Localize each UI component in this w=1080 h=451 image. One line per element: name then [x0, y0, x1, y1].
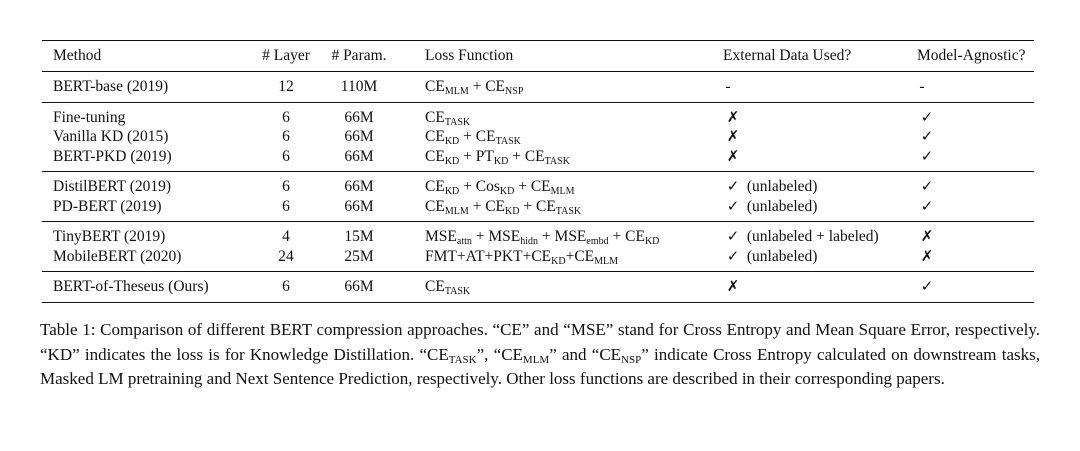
table-row — [42, 172, 1034, 197]
method-year: (2019) — [126, 78, 169, 95]
loss-term: CE — [574, 247, 595, 265]
caption-subscript: NSP — [621, 353, 642, 366]
check-icon: ✓ — [726, 227, 740, 245]
loss-term: CE — [425, 108, 445, 126]
header-param: # Param. — [323, 41, 395, 72]
cell-external-data — [719, 197, 913, 222]
caption-text: Table 1: Comparison of different BERT compression approaches. “CE” and “MSE” stand for Cross Entropy and Mean Square Error, respectively. “KD” indicates the loss is for Knowledge Distillation. “CE — [40, 320, 1040, 364]
dash-mark: - — [919, 78, 925, 95]
cell-external-data — [719, 222, 913, 247]
loss-subscript: NSP — [505, 86, 524, 97]
cell-method — [42, 72, 249, 103]
comparison-table — [42, 40, 1034, 303]
method-name: Vanilla KD — [53, 128, 124, 145]
loss-subscript: TASK — [555, 205, 582, 217]
header-row — [42, 41, 1034, 72]
cross-icon: ✗ — [726, 277, 740, 295]
cell-param: 66M — [344, 128, 374, 145]
header-model-agnostic: Model-Agnostic? — [913, 41, 1034, 72]
loss-subscript: KD — [505, 205, 520, 217]
cell-method — [42, 102, 249, 127]
loss-subscript: KD — [444, 136, 460, 147]
loss-term: + — [459, 147, 476, 165]
cell-loss-function — [395, 222, 719, 247]
loss-subscript: MLM — [594, 255, 619, 267]
check-icon: ✓ — [920, 127, 934, 145]
cross-icon: ✗ — [920, 227, 934, 245]
row-group — [42, 222, 1034, 272]
table-header — [42, 41, 1034, 72]
check-icon: ✓ — [726, 196, 740, 215]
loss-term: CE — [524, 147, 545, 165]
cross-icon: ✗ — [726, 146, 740, 165]
loss-subscript: embd — [586, 236, 609, 247]
cell-external-data — [719, 127, 913, 147]
method-name: TinyBERT — [53, 228, 121, 245]
cell-model-agnostic — [913, 127, 1034, 147]
cell-layer: 12 — [278, 78, 294, 95]
cell-param: 66M — [323, 272, 395, 303]
cell-param: 25M — [344, 247, 374, 265]
table-row — [42, 222, 1034, 247]
cell-external-data — [719, 102, 913, 127]
loss-subscript: KD — [493, 155, 509, 167]
check-icon: ✓ — [920, 196, 934, 215]
loss-subscript: MLM — [444, 86, 469, 97]
loss-term: MSE — [425, 228, 457, 245]
method-year: (2020) — [140, 247, 182, 265]
cell-layer: 6 — [282, 147, 290, 165]
method-year: (2015) — [127, 128, 169, 145]
external-data-note: (unlabeled) — [746, 178, 818, 195]
cell-method — [42, 222, 249, 247]
table-row — [42, 247, 1034, 272]
cell-loss-function — [395, 147, 719, 172]
check-icon: ✓ — [726, 246, 740, 265]
loss-term: CE — [485, 197, 506, 215]
cell-model-agnostic — [913, 272, 1034, 303]
cell-layer: 24 — [278, 247, 294, 265]
cell-loss-function — [395, 197, 719, 222]
cell-external-data — [719, 147, 913, 172]
cell-model-agnostic — [913, 102, 1034, 127]
loss-term: MSE — [554, 228, 587, 245]
check-icon: ✓ — [726, 177, 740, 195]
cell-model-agnostic — [913, 172, 1034, 197]
loss-term: + — [459, 178, 476, 195]
cell-param: 15M — [323, 222, 395, 247]
loss-subscript: MLM — [550, 186, 575, 197]
cell-layer: 6 — [249, 172, 323, 197]
loss-term: CE — [530, 178, 551, 195]
cross-icon: ✗ — [726, 107, 740, 126]
loss-subscript: KD — [551, 255, 566, 267]
cell-model-agnostic — [913, 72, 1034, 103]
loss-subscript: KD — [499, 186, 515, 197]
cell-method — [42, 172, 249, 197]
cell-method — [42, 127, 249, 147]
cell-layer: 6 — [282, 128, 290, 145]
header-external-data: External Data Used? — [719, 41, 913, 72]
method-year: (2019) — [124, 228, 166, 245]
header-layer: # Layer — [249, 41, 323, 72]
row-group — [42, 272, 1034, 303]
loss-term: CE — [425, 278, 445, 295]
cell-method — [42, 147, 249, 172]
cell-model-agnostic — [913, 222, 1034, 247]
row-group — [42, 102, 1034, 172]
loss-term: CE — [425, 128, 445, 145]
method-year: (2019) — [129, 178, 172, 195]
cell-layer: 6 — [249, 272, 323, 303]
method-name: Fine-tuning — [53, 108, 126, 126]
table-row — [42, 102, 1034, 127]
table-row — [42, 127, 1034, 147]
table-row — [42, 272, 1034, 303]
table-row — [42, 197, 1034, 222]
method-name: PD-BERT — [53, 197, 117, 215]
cell-loss-function — [395, 72, 719, 103]
method-name: BERT-base — [53, 78, 123, 95]
cell-param: 66M — [323, 102, 395, 127]
table-row — [42, 147, 1034, 172]
cell-method — [42, 247, 249, 272]
cell-method — [42, 272, 249, 303]
loss-term: CE — [425, 178, 445, 195]
caption-subscript: MLM — [522, 353, 550, 366]
loss-term: + — [459, 128, 476, 145]
loss-term: + — [538, 228, 555, 245]
header-method: Method — [42, 41, 249, 72]
cell-external-data — [719, 247, 913, 272]
loss-subscript: TASK — [544, 155, 570, 167]
cell-param: 110M — [340, 78, 378, 95]
cross-icon: ✗ — [726, 127, 740, 145]
loss-subscript: TASK — [495, 136, 521, 147]
loss-subscript: hidn — [520, 236, 539, 247]
loss-term: CE — [475, 128, 496, 145]
loss-term: CE — [625, 228, 645, 245]
loss-subscript: KD — [444, 186, 460, 197]
loss-subscript: MLM — [444, 205, 469, 217]
loss-term: CE — [535, 197, 556, 215]
cell-loss-function — [395, 102, 719, 127]
check-icon: ✓ — [920, 177, 934, 195]
loss-term: CE — [425, 147, 445, 165]
check-icon: ✓ — [920, 146, 934, 165]
loss-term: Cos — [475, 178, 500, 195]
table-row — [42, 72, 1034, 103]
method-name: DistilBERT — [53, 178, 126, 195]
cell-loss-function — [395, 172, 719, 197]
method-name: MobileBERT — [53, 247, 137, 265]
cell-param: 66M — [344, 197, 374, 215]
method-name: BERT-of-Theseus — [53, 278, 165, 295]
loss-subscript: KD — [444, 155, 460, 167]
cell-external-data — [719, 272, 913, 303]
loss-term: CE — [425, 78, 445, 95]
caption-text: ”, “CE — [476, 344, 523, 364]
loss-term: + — [471, 228, 489, 245]
caption-text: ” and “CE — [549, 344, 622, 364]
cell-layer: 4 — [249, 222, 323, 247]
loss-term: + — [565, 247, 575, 265]
row-group — [42, 72, 1034, 103]
loss-term: + — [468, 197, 486, 215]
loss-term: + — [508, 147, 525, 165]
cell-loss-function — [395, 247, 719, 272]
loss-term: CE — [425, 197, 445, 215]
loss-term: CE — [485, 78, 506, 95]
loss-term: + — [608, 228, 626, 245]
check-icon: ✓ — [920, 277, 934, 295]
method-name: BERT-PKD — [53, 147, 127, 165]
external-data-note: (unlabeled) — [746, 247, 818, 265]
loss-subscript: KD — [644, 236, 660, 247]
caption-subscript: TASK — [448, 353, 477, 366]
cell-layer: 6 — [249, 102, 323, 127]
loss-term: + — [519, 197, 536, 215]
cell-layer: 6 — [282, 197, 290, 215]
cell-loss-function — [395, 272, 719, 303]
loss-term: + — [514, 178, 531, 195]
check-icon: ✓ — [920, 107, 934, 126]
loss-subscript: attn — [456, 236, 472, 247]
cell-model-agnostic — [913, 197, 1034, 222]
loss-term: FMT+AT+PKT+CE — [425, 247, 552, 265]
cell-param: 66M — [323, 172, 395, 197]
cross-icon: ✗ — [920, 246, 934, 265]
header-loss: Loss Function — [395, 41, 719, 72]
caption-text: ” indicate Cross Entropy calculated on downstream tasks, Masked LM pretraining and Next Sentence Prediction, respectively. Other loss functions are described in their corresponding papers. — [40, 344, 1040, 388]
loss-term: + — [468, 78, 486, 95]
loss-subscript: TASK — [444, 116, 471, 128]
external-data-note: (unlabeled) — [746, 197, 818, 215]
table-caption — [40, 318, 1040, 392]
loss-subscript: TASK — [444, 286, 471, 297]
cell-method — [42, 197, 249, 222]
loss-term: MSE — [488, 228, 521, 245]
cell-external-data — [719, 172, 913, 197]
cell-model-agnostic — [913, 147, 1034, 172]
loss-term: PT — [475, 147, 494, 165]
method-year: (Ours) — [168, 278, 209, 295]
dash-mark: - — [725, 78, 731, 95]
cell-param: 66M — [344, 147, 374, 165]
row-group — [42, 172, 1034, 222]
method-year: (2019) — [130, 147, 172, 165]
cell-loss-function — [395, 127, 719, 147]
method-year: (2019) — [120, 197, 162, 215]
cell-external-data — [719, 72, 913, 103]
cell-model-agnostic — [913, 247, 1034, 272]
external-data-note: (unlabeled + labeled) — [746, 228, 879, 245]
